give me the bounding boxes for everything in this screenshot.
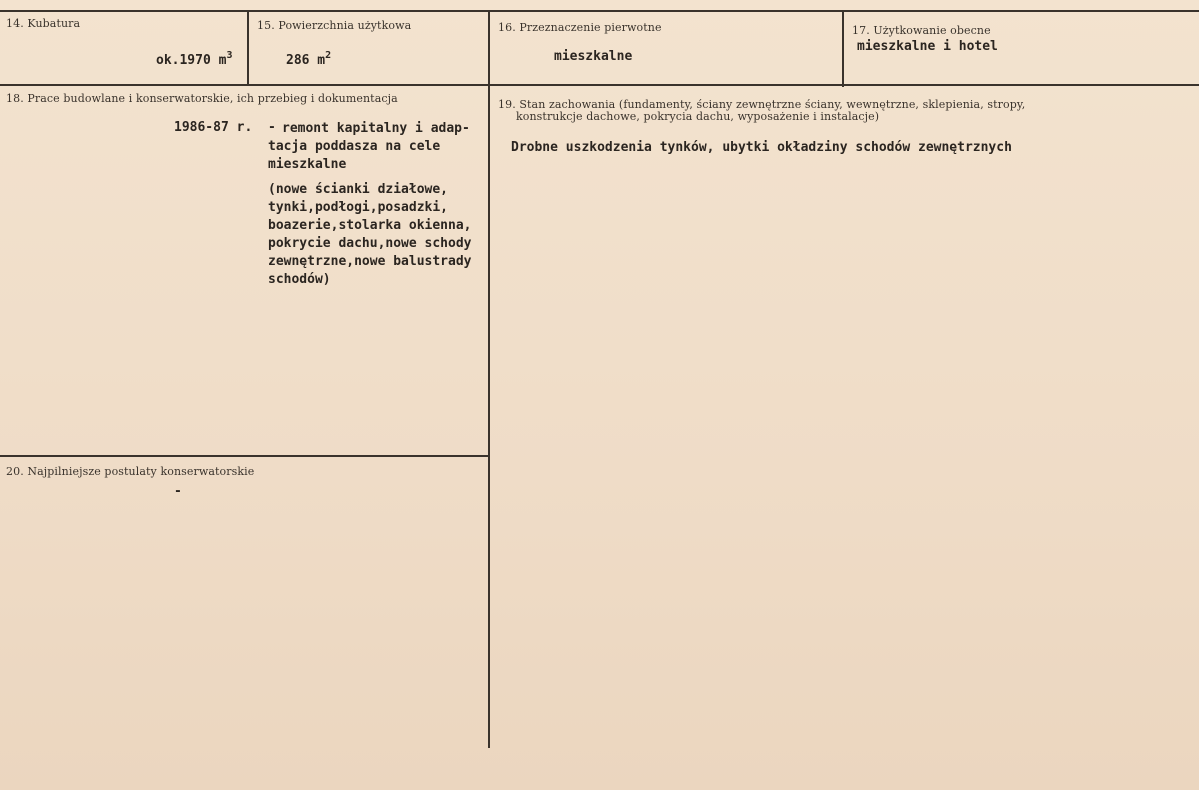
detail-line: pokrycie dachu,nowe schody xyxy=(268,236,472,251)
detail-line: zewnętrzne,nowe balustrady xyxy=(268,254,472,269)
field-20-label: 20. Najpilniejsze postulaty konserwatorskie xyxy=(6,465,255,478)
field-19-value: Drobne uszkodzenia tynków, ubytki okładziny schodów zewnętrznych xyxy=(511,140,1012,155)
top-rule xyxy=(0,10,1199,12)
field-20-value: - xyxy=(174,484,182,499)
field-14-label: 14. Kubatura xyxy=(6,17,81,30)
field-18-dash: - xyxy=(268,120,276,135)
field-15-label: 15. Powierzchnia użytkowa xyxy=(257,19,412,32)
field-18-year: 1986-87 r. xyxy=(174,120,253,135)
field-18-label: 18. Prace budowlane i konserwatorskie, ich przebieg i dokumentacja xyxy=(6,92,398,105)
work-line: tacja poddasza na cele xyxy=(268,139,441,154)
field-15-unit-exp: 2 xyxy=(325,50,332,61)
field-19-label-line1: 19. Stan zachowania (fundamenty, ściany zewnętrzne ściany, wewnętrzne, sklepienia, stropy, xyxy=(498,98,1026,111)
work-line: mieszkalne xyxy=(268,157,347,172)
field-19-label-line2: konstrukcje dachowe, pokrycia dachu, wyposażenie i instalacje) xyxy=(516,110,880,123)
field-14-number: ok.1970 m xyxy=(156,53,227,68)
field-17-label: 17. Użytkowanie obecne xyxy=(852,24,991,37)
field-17-value: mieszkalne i hotel xyxy=(857,39,998,54)
field-14-value xyxy=(156,50,232,68)
col-divider-1 xyxy=(247,11,249,85)
row-divider xyxy=(0,84,1199,86)
col-divider-3 xyxy=(842,11,844,87)
field-16-label: 16. Przeznaczenie pierwotne xyxy=(498,21,662,34)
work-line: remont kapitalny i adap- xyxy=(282,121,470,136)
field-14-unit-exp: 3 xyxy=(226,50,233,61)
field-18-details xyxy=(268,181,493,289)
field-15-number: 286 m xyxy=(286,53,326,68)
field-16-value: mieszkalne xyxy=(554,49,633,64)
detail-line: boazerie,stolarka okienna, xyxy=(268,218,472,233)
detail-line: schodów) xyxy=(268,272,331,287)
detail-line: (nowe ścianki działowe, xyxy=(268,182,449,197)
detail-line: tynki,podłogi,posadzki, xyxy=(268,200,449,215)
field-18-work-lines xyxy=(268,120,493,174)
field-15-value xyxy=(286,50,331,68)
left-column-divider xyxy=(0,455,488,457)
